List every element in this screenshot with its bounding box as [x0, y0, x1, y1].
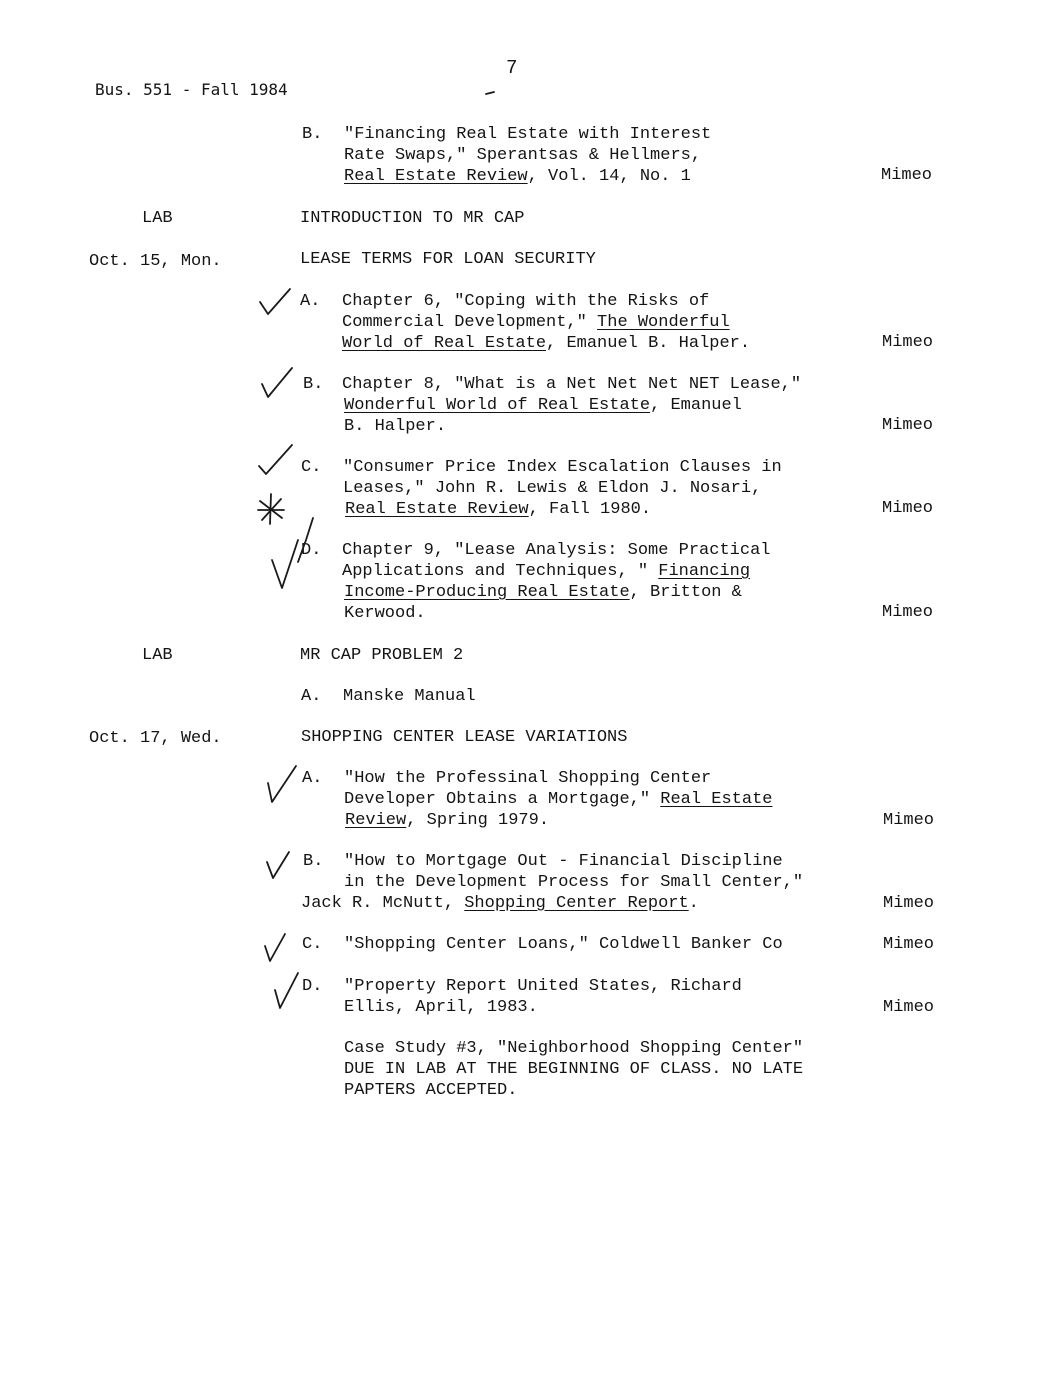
citation-line: World of Real Estate, Emanuel B. Halper. — [342, 334, 751, 353]
case-study-line: Case Study #3, "Neighborhood Shopping Center" — [344, 1039, 804, 1058]
citation-line: Real Estate Review, Fall 1980. — [345, 500, 652, 519]
session-label: LAB — [142, 646, 173, 665]
citation-line: B. Halper. — [344, 417, 447, 436]
checkmark-icon — [268, 766, 296, 802]
citation-line: "How the Professinal Shopping Center — [344, 769, 712, 788]
source-label: Mimeo — [881, 166, 933, 185]
citation-line: in the Development Process for Small Center," — [344, 873, 804, 892]
citation-line: "Property Report United States, Richard — [344, 977, 742, 996]
session-date: Oct. 15, Mon. — [89, 252, 222, 271]
source-label: Mimeo — [882, 333, 934, 352]
book-title: Wonderful World of Real Estate — [344, 396, 651, 415]
checkmark-icon — [272, 540, 298, 588]
citation-line: "Financing Real Estate with Interest — [344, 125, 712, 144]
pen-mark-icon — [486, 92, 494, 94]
citation-line: Commercial Development," The Wonderful — [342, 313, 730, 332]
checkmark-icon — [262, 368, 292, 397]
journal-title: Review — [345, 811, 407, 830]
source-label: Mimeo — [883, 894, 935, 913]
citation-line: Income-Producing Real Estate, Britton & — [344, 583, 742, 602]
citation-line: Real Estate Review, Vol. 14, No. 1 — [344, 167, 691, 186]
citation-line: Manske Manual — [343, 687, 476, 706]
source-label: Mimeo — [882, 603, 934, 622]
source-label: Mimeo — [883, 811, 935, 830]
citation-line: Developer Obtains a Mortgage," Real Estate — [344, 790, 773, 809]
citation-line: Leases," John R. Lewis & Eldon J. Nosari, — [343, 479, 762, 498]
asterisk-icon — [258, 494, 284, 524]
citation-line: "Consumer Price Index Escalation Clauses in — [343, 458, 782, 477]
item-letter: B. — [303, 852, 324, 871]
checkmark-icon — [260, 289, 290, 314]
session-title: SHOPPING CENTER LEASE VARIATIONS — [301, 728, 628, 747]
citation-line: Chapter 9, "Lease Analysis: Some Practical — [342, 541, 771, 560]
citation-line: "Shopping Center Loans," Coldwell Banker Co — [344, 935, 783, 954]
item-letter: B. — [302, 125, 323, 144]
session-date: Oct. 17, Wed. — [89, 729, 222, 748]
checkmark-icon — [259, 445, 292, 474]
book-title: World of Real Estate — [342, 334, 547, 353]
citation-line: Ellis, April, 1983. — [344, 998, 538, 1017]
citation-line: Rate Swaps," Sperantsas & Hellmers, — [344, 146, 702, 165]
citation-line: Applications and Techniques, " Financing — [342, 562, 751, 581]
session-label: LAB — [142, 209, 173, 228]
session-title: MR CAP PROBLEM 2 — [300, 646, 464, 665]
citation-line: "How to Mortgage Out - Financial Discipline — [344, 852, 783, 871]
session-title: LEASE TERMS FOR LOAN SECURITY — [300, 250, 596, 269]
item-letter: C. — [302, 935, 323, 954]
source-label: Mimeo — [882, 499, 934, 518]
session-title: INTRODUCTION TO MR CAP — [300, 209, 525, 228]
journal-title: Real Estate Review — [345, 500, 529, 519]
case-study-line: DUE IN LAB AT THE BEGINNING OF CLASS. NO LATE — [344, 1060, 804, 1079]
citation-line: Review, Spring 1979. — [345, 811, 550, 830]
course-header: Bus. 551 - Fall 1984 — [95, 80, 288, 99]
book-title: Income-Producing Real Estate — [344, 583, 630, 602]
source-label: Mimeo — [883, 998, 935, 1017]
source-label: Mimeo — [883, 935, 935, 954]
journal-title: Real Estate — [660, 790, 773, 809]
journal-title: Real Estate Review — [344, 167, 528, 186]
checkmark-icon — [275, 973, 298, 1008]
citation-line: Kerwood. — [344, 604, 426, 623]
source-label: Mimeo — [882, 416, 934, 435]
item-letter: B. — [303, 375, 324, 394]
citation-line: Wonderful World of Real Estate, Emanuel — [344, 396, 742, 415]
citation-line: Chapter 8, "What is a Net Net Net NET Lease," — [342, 375, 802, 394]
item-letter: A. — [301, 687, 322, 706]
item-letter: D. — [301, 541, 322, 560]
page-number: 7 — [506, 57, 518, 79]
book-title: The Wonderful — [597, 313, 730, 332]
citation-line: Jack R. McNutt, Shopping Center Report. — [301, 894, 699, 913]
item-letter: D. — [302, 977, 323, 996]
citation-line: Chapter 6, "Coping with the Risks of — [342, 292, 710, 311]
item-letter: C. — [301, 458, 322, 477]
item-letter: A. — [300, 292, 321, 311]
checkmark-icon — [267, 852, 289, 878]
item-letter: A. — [302, 769, 323, 788]
journal-title: Shopping Center Report — [464, 894, 689, 913]
checkmark-icon — [265, 934, 285, 961]
case-study-line: PAPTERS ACCEPTED. — [344, 1081, 518, 1100]
book-title: Financing — [658, 562, 751, 581]
